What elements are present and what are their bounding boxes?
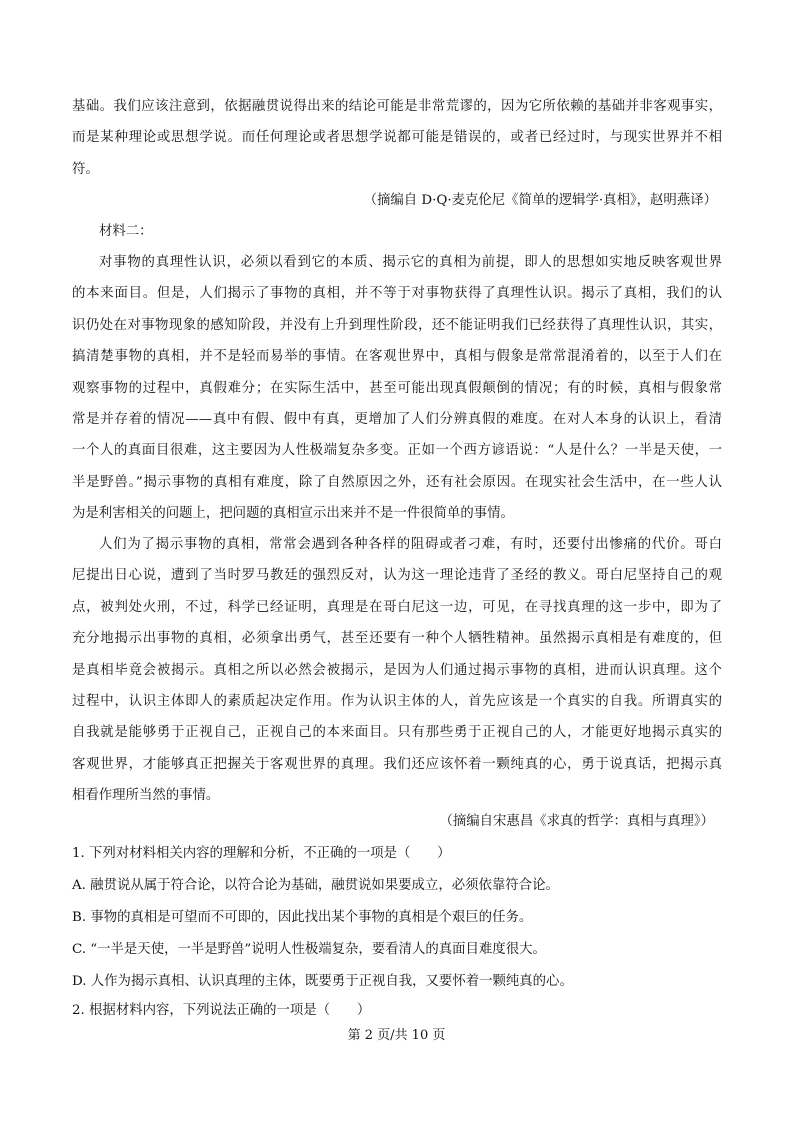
option-c: C. “一半是天使，一半是野兽”说明人性极端复杂，要看清人的真面目难度很大。 [72,942,546,957]
material2-paragraph-2 [72,529,722,812]
material2-paragraph-1 [72,247,722,530]
question-1 [72,838,722,998]
page-footer: 第 2 页/共 10 页 [347,1028,446,1043]
text-line: 半是野兽。”揭示事物的真相有难度，除了自然原因之外，还有社会原因。在现实社会生活中，在一些人认 [72,474,722,490]
text-line: 点，被判处火刑，不过，科学已经证明，真理是在哥白尼这一边，可见，在寻找真理的这一步中，即为了 [72,599,722,615]
text-line: 客观世界，才能够真正把握关于客观世界的真理。我们还应该怀着一颗纯真的心，勇于说真话，把揭示真 [72,756,722,772]
text-line: 一个人的真面目很难，这主要因为人性极端复杂多变。正如一个西方谚语说：“人是什么？一半是天使，一 [72,443,722,459]
option-a: A. 融贯说从属于符合论，以符合论为基础，融贯说如果要成立，必须依靠符合论。 [72,878,559,893]
text-line: 符。 [72,161,99,177]
text-line: 观察事物的过程中，真假难分；在实际生活中，甚至可能出现真假颠倒的情况；有的时候，真相与假象常 [72,380,722,396]
question-stem: 2. 根据材料内容，下列说法正确的一项是（ ） [72,1003,371,1018]
text-line: 人们为了揭示事物的真相，常常会遇到各种各样的阻碍或者刁难，有时，还要付出惨痛的代价。哥白 [99,537,722,552]
source-citation-2: （摘编自宋惠昌《求真的哲学：真相与真理》） [439,814,714,829]
text-line: 为是利害相关的问题上，把问题的真相宣示出来并不是一件很简单的事情。 [72,506,514,522]
text-line: 基础。我们应该注意到，依据融贯说得出来的结论可能是非常荒谬的，因为它所依赖的基础并非客观事实， [72,99,722,114]
text-line: 对事物的真理性认识，必须以看到它的本质、揭示它的真相为前提，即人的思想如实地反映客观世界 [99,255,722,270]
text-line: 是真相毕竟会被揭示。真相之所以必然会被揭示，是因为人们通过揭示事物的真相，进而认识真理。这个 [72,662,722,678]
material2-heading: 材料二： [99,224,153,239]
text-line: 的本来面目。但是，人们揭示了事物的真相，并不等于对事物获得了真理性认识。揭示了真相，我们的认 [72,286,722,302]
text-line: 尼提出日心说，遭到了当时罗马教廷的强烈反对，认为这一理论违背了圣经的教义。哥白尼坚持自己的观 [72,568,722,584]
text-line: 而是某种理论或思想学说。而任何理论或者思想学说都可能是错误的，或者已经过时，与现实世界并不相 [72,130,722,146]
source-citation-1: （摘编自 D·Q·麦克伦尼《简单的逻辑学·真相》，赵明燕译） [363,193,717,208]
text-line: 常是并存着的情况——真中有假、假中有真，更增加了人们分辨真假的难度。在对人本身的认识上，看清 [72,411,722,427]
text-line: 自我就是能够勇于正视自己，正视自己的本来面目。只有那些勇于正视自己的人，才能更好地揭示真实的 [72,725,722,741]
question-stem: 1. 下列对材料相关内容的理解和分析，不正确的一项是（ ） [72,846,451,861]
passage1-tail [72,91,722,185]
text-line: 识仍处在对事物现象的感知阶段，并没有上升到理性阶段，还不能证明我们已经获得了真理性认识，其实， [72,317,722,333]
text-line: 过程中，认识主体即人的素质起决定作用。作为认识主体的人，首先应该是一个真实的自我。所谓真实的 [72,693,722,709]
option-d: D. 人作为揭示真相、认识真理的主体，既要勇于正视自我，又要怀着一颗纯真的心。 [72,974,573,989]
text-line: 充分地揭示出事物的真相，必须拿出勇气，甚至还要有一种个人牺牲精神。虽然揭示真相是有难度的，但 [72,631,722,647]
question-2 [72,998,722,1024]
option-b: B. 事物的真相是可望而不可即的，因此找出某个事物的真相是个艰巨的任务。 [72,910,533,925]
text-line: 相看作理所当然的事情。 [72,788,220,804]
text-line: 搞清楚事物的真相，并不是轻而易举的事情。在客观世界中，真相与假象是常常混淆着的，以至于人们在 [72,349,722,365]
